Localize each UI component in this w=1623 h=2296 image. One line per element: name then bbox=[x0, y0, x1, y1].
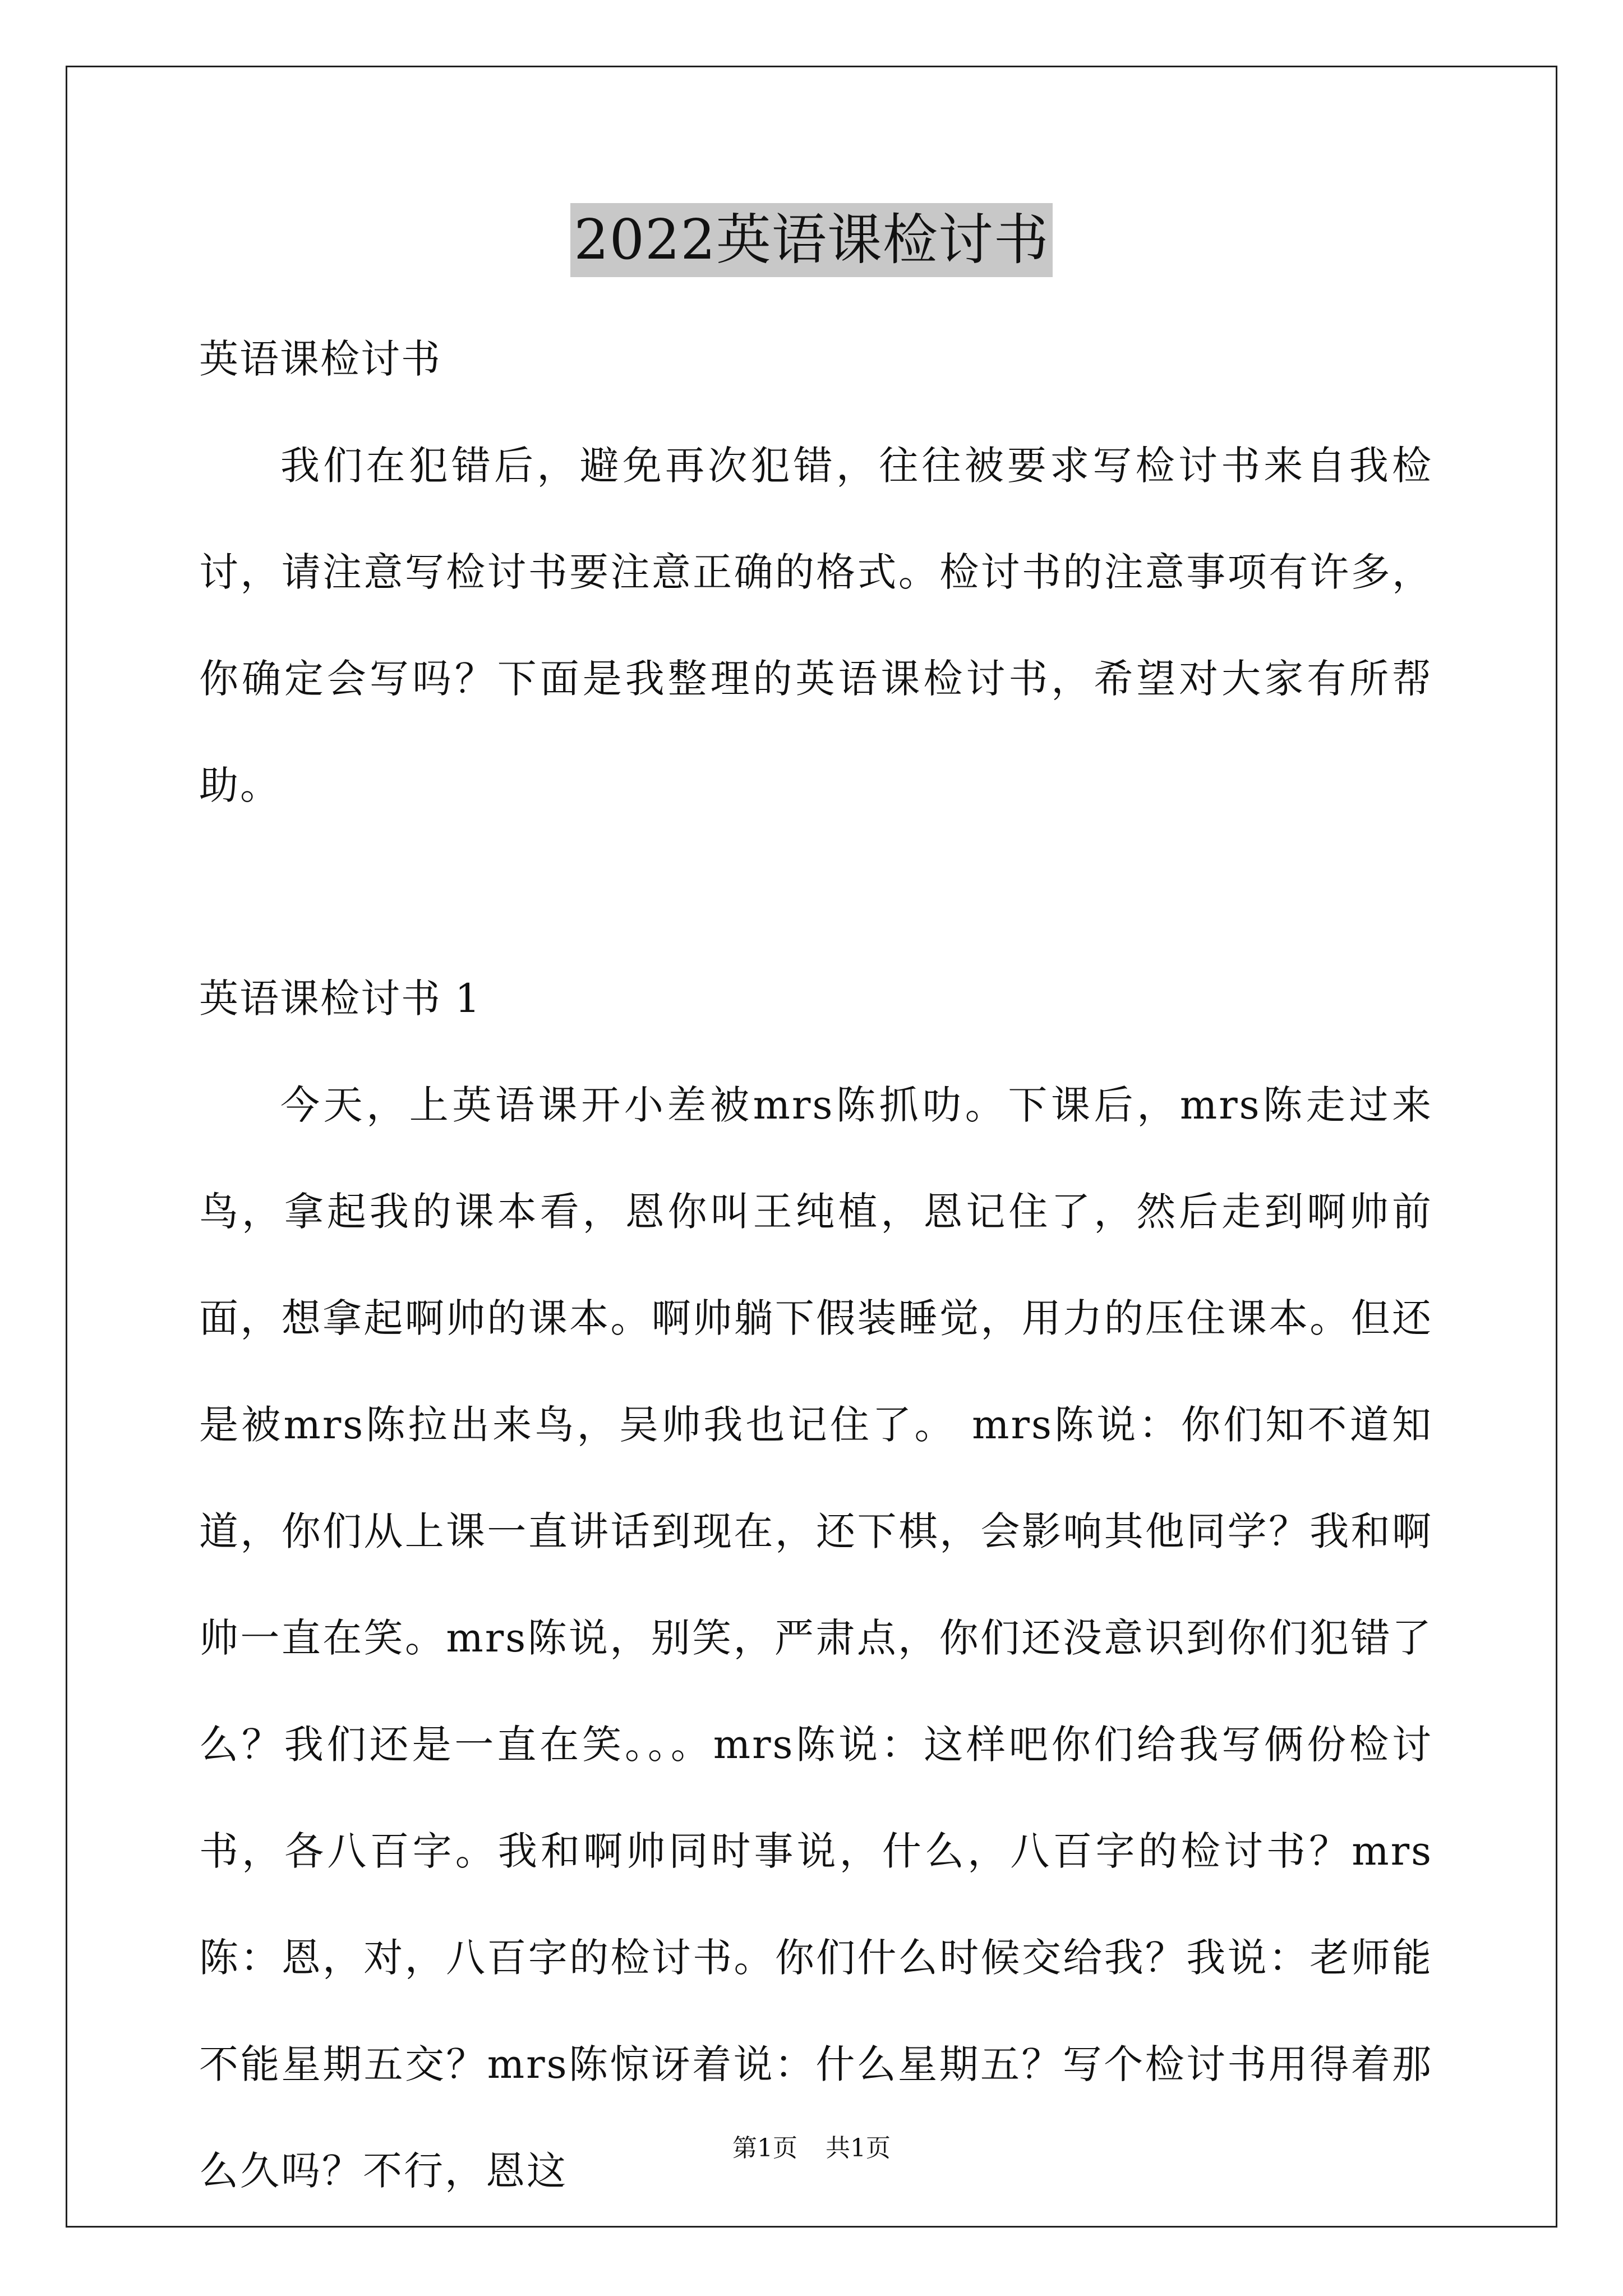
page-total: 共1页 bbox=[826, 2134, 891, 2162]
intro-paragraph: 我们在犯错后，避免再次犯错，往往被要求写检讨书来自我检讨，请注意写检讨书要注意正确的格式。检讨书的注意事项有许多，你确定会写吗？下面是我整理的英语课检讨书，希望对大家有所帮助。 bbox=[199, 443, 1433, 808]
section-paragraph: 今天，上英语课开小差被mrs陈抓叻。下课后，mrs陈走过来鸟，拿起我的课本看，恩你叫王纯植，恩记住了，然后走到啊帅前面，想拿起啊帅的课本。啊帅躺下假装睡觉，用力的压住课本。但还是被mrs陈拉出来鸟，吴帅我也记住了。 mrs陈说：你们知不道知道，你们从上课一直讲话到现在，还下棋，会影响其他同学？我和啊帅一直在笑。mrs陈说，别笑，严肃点，你们还没意识到你们犯错了么？我们还是一直在笑。。。mrs陈说：这样吧你们给我写俩份检讨书，各八百字。我和啊帅同时事说，什么，八百字的检讨书？mrs陈：恩，对，八百字的检讨书。你们什么时候交给我？我说：老师能不能星期五交？mrs陈惊讶着说：什么星期五？写个检讨书用得着那么久吗？不行，恩这 bbox=[199, 1082, 1433, 2194]
page-number: 第1页 bbox=[732, 2134, 797, 2162]
section-gap bbox=[199, 839, 1433, 945]
title-container bbox=[0, 203, 1623, 277]
intro-heading: 英语课检讨书 bbox=[199, 336, 441, 382]
page-footer bbox=[0, 2132, 1623, 2165]
document-title: 2022英语课检讨书 bbox=[570, 203, 1052, 277]
section-heading: 英语课检讨书 1 bbox=[199, 976, 481, 1022]
document-body bbox=[199, 306, 1433, 2224]
